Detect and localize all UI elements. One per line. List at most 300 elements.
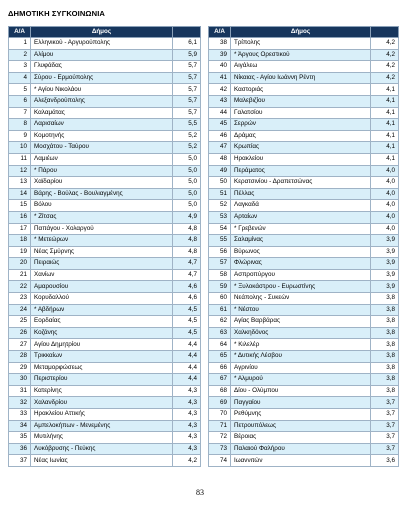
rank-cell: 29 bbox=[9, 362, 31, 374]
municipality-cell: Δίου - Ολύμπου bbox=[231, 385, 371, 397]
table-row bbox=[209, 269, 399, 281]
value-cell: 4,0 bbox=[371, 211, 399, 223]
value-cell: 5,0 bbox=[173, 177, 201, 189]
rank-cell: 74 bbox=[209, 455, 231, 467]
table-row bbox=[9, 374, 201, 386]
value-cell: 3,8 bbox=[371, 351, 399, 363]
value-cell: 5,2 bbox=[173, 142, 201, 154]
municipality-cell: Δράμας bbox=[231, 130, 371, 142]
table-row bbox=[209, 61, 399, 73]
municipality-cell: Αιγάλεω bbox=[231, 61, 371, 73]
ranking-table-right bbox=[208, 26, 399, 467]
rank-cell: 64 bbox=[209, 339, 231, 351]
municipality-cell: Φλώρινας bbox=[231, 258, 371, 270]
rank-cell: 24 bbox=[9, 304, 31, 316]
value-cell: 4,2 bbox=[371, 49, 399, 61]
table-row bbox=[209, 200, 399, 212]
municipality-cell: Γλυφάδας bbox=[31, 61, 173, 73]
rank-cell: 53 bbox=[209, 211, 231, 223]
value-cell: 4,3 bbox=[173, 397, 201, 409]
rank-cell: 54 bbox=[209, 223, 231, 235]
table-row bbox=[9, 246, 201, 258]
table-row bbox=[9, 188, 201, 200]
value-cell: 4,3 bbox=[173, 409, 201, 421]
table-row bbox=[9, 61, 201, 73]
table-row bbox=[209, 432, 399, 444]
municipality-cell: Βόλου bbox=[31, 200, 173, 212]
municipality-cell: Αμαρουσίου bbox=[31, 281, 173, 293]
table-row bbox=[9, 95, 201, 107]
table-row bbox=[9, 72, 201, 84]
rank-cell: 11 bbox=[9, 153, 31, 165]
table-row bbox=[9, 409, 201, 421]
rank-cell: 14 bbox=[9, 188, 31, 200]
table-row bbox=[9, 316, 201, 328]
value-cell: 3,7 bbox=[371, 397, 399, 409]
value-cell: 5,0 bbox=[173, 188, 201, 200]
rank-cell: 46 bbox=[209, 130, 231, 142]
value-cell: 3,9 bbox=[371, 246, 399, 258]
rank-cell: 3 bbox=[9, 61, 31, 73]
municipality-cell: Χαλκηδόνος bbox=[231, 327, 371, 339]
municipality-cell: Σύρου - Ερμούπολης bbox=[31, 72, 173, 84]
municipality-cell: Κοζάνης bbox=[31, 327, 173, 339]
rank-cell: 59 bbox=[209, 281, 231, 293]
municipality-cell: * Δυτικής Λέσβου bbox=[231, 351, 371, 363]
value-cell: 3,8 bbox=[371, 327, 399, 339]
value-cell: 4,0 bbox=[371, 223, 399, 235]
value-cell: 5,7 bbox=[173, 72, 201, 84]
value-cell: 4,1 bbox=[371, 95, 399, 107]
table-row bbox=[209, 142, 399, 154]
municipality-cell: Χανίων bbox=[31, 269, 173, 281]
municipality-cell: Πέλλας bbox=[231, 188, 371, 200]
table-row bbox=[209, 327, 399, 339]
value-cell: 4,8 bbox=[173, 235, 201, 247]
municipality-cell: Νίκαιας - Αγίου Ιωάννη Ρέντη bbox=[231, 72, 371, 84]
rank-cell: 22 bbox=[9, 281, 31, 293]
value-cell: 4,5 bbox=[173, 304, 201, 316]
value-cell: 4,4 bbox=[173, 362, 201, 374]
value-cell: 4,5 bbox=[173, 327, 201, 339]
municipality-cell: Τρίπολης bbox=[231, 38, 371, 50]
table-row bbox=[209, 72, 399, 84]
table-row bbox=[9, 165, 201, 177]
rank-cell: 50 bbox=[209, 177, 231, 189]
municipality-cell: Παλαιού Φαλήρου bbox=[231, 443, 371, 455]
value-cell: 4,6 bbox=[173, 293, 201, 305]
rank-cell: 65 bbox=[209, 351, 231, 363]
value-cell: 5,2 bbox=[173, 130, 201, 142]
table-row bbox=[9, 223, 201, 235]
value-cell: 3,8 bbox=[371, 339, 399, 351]
value-cell: 3,6 bbox=[371, 455, 399, 467]
header-municipality: Δήμος bbox=[31, 27, 173, 38]
table-row bbox=[209, 316, 399, 328]
municipality-cell: * Κιλελέρ bbox=[231, 339, 371, 351]
municipality-cell: Βύρωνος bbox=[231, 246, 371, 258]
value-cell: 4,0 bbox=[371, 200, 399, 212]
value-cell: 5,0 bbox=[173, 153, 201, 165]
table-row bbox=[9, 38, 201, 50]
value-cell: 5,7 bbox=[173, 95, 201, 107]
municipality-cell: Αρταίων bbox=[231, 211, 371, 223]
rank-cell: 68 bbox=[209, 385, 231, 397]
rank-cell: 49 bbox=[209, 165, 231, 177]
table-row bbox=[9, 211, 201, 223]
table-row bbox=[209, 409, 399, 421]
municipality-cell: Γαλατσίου bbox=[231, 107, 371, 119]
rank-cell: 36 bbox=[9, 443, 31, 455]
rank-cell: 6 bbox=[9, 95, 31, 107]
municipality-cell: * Άργους Ορεστικού bbox=[231, 49, 371, 61]
value-cell: 3,8 bbox=[371, 316, 399, 328]
municipality-cell: Αγρινίου bbox=[231, 362, 371, 374]
table-row bbox=[209, 177, 399, 189]
ranking-table-left bbox=[8, 26, 201, 467]
value-cell: 4,7 bbox=[173, 269, 201, 281]
rank-cell: 21 bbox=[9, 269, 31, 281]
value-cell: 4,5 bbox=[173, 316, 201, 328]
value-cell: 5,7 bbox=[173, 84, 201, 96]
municipality-cell: Χαϊδαρίου bbox=[31, 177, 173, 189]
value-cell: 3,7 bbox=[371, 432, 399, 444]
municipality-cell: Βάρης - Βούλας - Βουλιαγμένης bbox=[31, 188, 173, 200]
municipality-cell: Καστοριάς bbox=[231, 84, 371, 96]
value-cell: 4,8 bbox=[173, 223, 201, 235]
municipality-cell: Λυκόβρυσης - Πεύκης bbox=[31, 443, 173, 455]
value-cell: 4,0 bbox=[371, 177, 399, 189]
municipality-cell: Εορδαίας bbox=[31, 316, 173, 328]
value-cell: 4,3 bbox=[173, 432, 201, 444]
table-row bbox=[209, 362, 399, 374]
rank-cell: 17 bbox=[9, 223, 31, 235]
table-row bbox=[209, 293, 399, 305]
table-row bbox=[9, 397, 201, 409]
page-title: ΔΗΜΟΤΙΚΗ ΣΥΓΚΟΙΝΩΝΙΑ bbox=[8, 9, 105, 18]
header-aa: Α/Α bbox=[9, 27, 31, 38]
rank-cell: 58 bbox=[209, 269, 231, 281]
value-cell: 4,0 bbox=[371, 188, 399, 200]
rank-cell: 38 bbox=[209, 38, 231, 50]
municipality-cell: Λαμιέων bbox=[31, 153, 173, 165]
value-cell: 5,0 bbox=[173, 200, 201, 212]
value-cell: 4,9 bbox=[173, 211, 201, 223]
rank-cell: 66 bbox=[209, 362, 231, 374]
municipality-cell: Ελληνικού - Αργυρούπολης bbox=[31, 38, 173, 50]
municipality-cell: * Πάρου bbox=[31, 165, 173, 177]
value-cell: 3,8 bbox=[371, 304, 399, 316]
rank-cell: 25 bbox=[9, 316, 31, 328]
value-cell: 4,1 bbox=[371, 84, 399, 96]
municipality-cell: Σερρών bbox=[231, 119, 371, 131]
value-cell: 4,4 bbox=[173, 351, 201, 363]
rank-cell: 5 bbox=[9, 84, 31, 96]
rank-cell: 67 bbox=[209, 374, 231, 386]
rank-cell: 45 bbox=[209, 119, 231, 131]
table-row bbox=[9, 258, 201, 270]
table-body-right bbox=[209, 38, 399, 467]
table-row bbox=[209, 246, 399, 258]
municipality-cell: Κερατσινίου - Δραπετσώνας bbox=[231, 177, 371, 189]
rank-cell: 56 bbox=[209, 246, 231, 258]
rank-cell: 15 bbox=[9, 200, 31, 212]
municipality-cell: Κομοτηνής bbox=[31, 130, 173, 142]
municipality-cell: Ρεθύμνης bbox=[231, 409, 371, 421]
rank-cell: 23 bbox=[9, 293, 31, 305]
rank-cell: 26 bbox=[9, 327, 31, 339]
municipality-cell: Βέροιας bbox=[231, 432, 371, 444]
municipality-cell: Νέας Σμύρνης bbox=[31, 246, 173, 258]
value-cell: 4,7 bbox=[173, 258, 201, 270]
rank-cell: 72 bbox=[209, 432, 231, 444]
rank-cell: 30 bbox=[9, 374, 31, 386]
municipality-cell: * Ξυλοκάστρου - Ευρωστίνης bbox=[231, 281, 371, 293]
table-row bbox=[9, 304, 201, 316]
table-row bbox=[9, 130, 201, 142]
table-row bbox=[9, 119, 201, 131]
table-row bbox=[209, 38, 399, 50]
page-number: 83 bbox=[196, 488, 204, 497]
table-row bbox=[9, 142, 201, 154]
table-row bbox=[209, 107, 399, 119]
table-row bbox=[9, 432, 201, 444]
municipality-cell: * Γρεβενών bbox=[231, 223, 371, 235]
value-cell: 3,8 bbox=[371, 385, 399, 397]
table-row bbox=[209, 153, 399, 165]
rank-cell: 40 bbox=[209, 61, 231, 73]
table-row bbox=[209, 304, 399, 316]
table-row bbox=[209, 385, 399, 397]
table-row bbox=[209, 455, 399, 467]
value-cell: 4,3 bbox=[173, 385, 201, 397]
value-cell: 4,2 bbox=[173, 455, 201, 467]
table-row bbox=[9, 293, 201, 305]
municipality-cell: Ιωαννιτών bbox=[231, 455, 371, 467]
rank-cell: 1 bbox=[9, 38, 31, 50]
municipality-cell: Καλαμάτας bbox=[31, 107, 173, 119]
value-cell: 5,7 bbox=[173, 61, 201, 73]
table-row bbox=[209, 281, 399, 293]
value-cell: 4,0 bbox=[371, 165, 399, 177]
table-row bbox=[9, 84, 201, 96]
value-cell: 4,4 bbox=[173, 374, 201, 386]
table-row bbox=[9, 327, 201, 339]
table-row bbox=[209, 420, 399, 432]
table-row bbox=[209, 258, 399, 270]
rank-cell: 51 bbox=[209, 188, 231, 200]
value-cell: 4,8 bbox=[173, 246, 201, 258]
municipality-cell: * Μετεώρων bbox=[31, 235, 173, 247]
rank-cell: 43 bbox=[209, 95, 231, 107]
table-row bbox=[9, 49, 201, 61]
municipality-cell: Νεάπολης - Συκεών bbox=[231, 293, 371, 305]
table-row bbox=[209, 119, 399, 131]
header-value bbox=[173, 27, 201, 38]
rank-cell: 39 bbox=[209, 49, 231, 61]
table-body-left bbox=[9, 38, 201, 467]
municipality-cell: Μοσχάτου - Ταύρου bbox=[31, 142, 173, 154]
value-cell: 5,9 bbox=[173, 49, 201, 61]
table-row bbox=[209, 49, 399, 61]
municipality-cell: Ηρακλείου Αττικής bbox=[31, 409, 173, 421]
table-row bbox=[209, 165, 399, 177]
table-row bbox=[209, 130, 399, 142]
table-row bbox=[9, 351, 201, 363]
municipality-cell: * Ζίτσας bbox=[31, 211, 173, 223]
table-row bbox=[9, 107, 201, 119]
rank-cell: 19 bbox=[9, 246, 31, 258]
table-row bbox=[9, 443, 201, 455]
value-cell: 4,6 bbox=[173, 281, 201, 293]
rank-cell: 4 bbox=[9, 72, 31, 84]
table-row bbox=[9, 153, 201, 165]
rank-cell: 71 bbox=[209, 420, 231, 432]
municipality-cell: Κρωπίας bbox=[231, 142, 371, 154]
value-cell: 4,3 bbox=[173, 420, 201, 432]
municipality-cell: * Αλμυρού bbox=[231, 374, 371, 386]
rank-cell: 69 bbox=[209, 397, 231, 409]
rank-cell: 2 bbox=[9, 49, 31, 61]
rank-cell: 12 bbox=[9, 165, 31, 177]
municipality-cell: Αγίου Δημητρίου bbox=[31, 339, 173, 351]
rank-cell: 7 bbox=[9, 107, 31, 119]
value-cell: 5,0 bbox=[173, 165, 201, 177]
value-cell: 3,8 bbox=[371, 293, 399, 305]
rank-cell: 27 bbox=[9, 339, 31, 351]
municipality-cell: Λαρισαίων bbox=[31, 119, 173, 131]
value-cell: 4,2 bbox=[371, 38, 399, 50]
municipality-cell: Αλεξανδρούπολης bbox=[31, 95, 173, 107]
table-row bbox=[9, 455, 201, 467]
value-cell: 3,9 bbox=[371, 269, 399, 281]
rank-cell: 41 bbox=[209, 72, 231, 84]
municipality-cell: Πειραιώς bbox=[31, 258, 173, 270]
table-header-row bbox=[209, 27, 399, 38]
rank-cell: 16 bbox=[9, 211, 31, 223]
table-row bbox=[9, 420, 201, 432]
municipality-cell: Μεταμορφώσεως bbox=[31, 362, 173, 374]
header-value bbox=[371, 27, 399, 38]
municipality-cell: * Αγίου Νικολάου bbox=[31, 84, 173, 96]
rank-cell: 35 bbox=[9, 432, 31, 444]
municipality-cell: Ασπροπύργου bbox=[231, 269, 371, 281]
municipality-cell: Αλίμου bbox=[31, 49, 173, 61]
rank-cell: 37 bbox=[9, 455, 31, 467]
municipality-cell: Ηρακλείου bbox=[231, 153, 371, 165]
rank-cell: 62 bbox=[209, 316, 231, 328]
rank-cell: 8 bbox=[9, 119, 31, 131]
rank-cell: 44 bbox=[209, 107, 231, 119]
table-row bbox=[209, 351, 399, 363]
table-row bbox=[9, 235, 201, 247]
value-cell: 4,1 bbox=[371, 119, 399, 131]
rank-cell: 18 bbox=[9, 235, 31, 247]
municipality-cell: Νέας Ιωνίας bbox=[31, 455, 173, 467]
rank-cell: 52 bbox=[209, 200, 231, 212]
table-row bbox=[9, 339, 201, 351]
value-cell: 4,1 bbox=[371, 142, 399, 154]
table-row bbox=[209, 84, 399, 96]
value-cell: 3,7 bbox=[371, 409, 399, 421]
municipality-cell: Σαλαμίνας bbox=[231, 235, 371, 247]
table-header-row bbox=[9, 27, 201, 38]
municipality-cell: Μυτιλήνης bbox=[31, 432, 173, 444]
municipality-cell: * Νέστου bbox=[231, 304, 371, 316]
municipality-cell: Τρικκαίων bbox=[31, 351, 173, 363]
municipality-cell: Πετρουπόλεως bbox=[231, 420, 371, 432]
value-cell: 4,4 bbox=[173, 339, 201, 351]
value-cell: 3,8 bbox=[371, 362, 399, 374]
municipality-cell: Λαγκαδά bbox=[231, 200, 371, 212]
rank-cell: 70 bbox=[209, 409, 231, 421]
municipality-cell: * Αβδήρων bbox=[31, 304, 173, 316]
table-row bbox=[9, 385, 201, 397]
rank-cell: 9 bbox=[9, 130, 31, 142]
municipality-cell: Μαλεβιζίου bbox=[231, 95, 371, 107]
value-cell: 3,9 bbox=[371, 235, 399, 247]
value-cell: 4,1 bbox=[371, 130, 399, 142]
table-row bbox=[209, 397, 399, 409]
municipality-cell: Κατερίνης bbox=[31, 385, 173, 397]
municipality-cell: Παγγαίου bbox=[231, 397, 371, 409]
table-row bbox=[9, 177, 201, 189]
value-cell: 5,7 bbox=[173, 107, 201, 119]
value-cell: 5,5 bbox=[173, 119, 201, 131]
value-cell: 6,1 bbox=[173, 38, 201, 50]
rank-cell: 47 bbox=[209, 142, 231, 154]
value-cell: 4,1 bbox=[371, 107, 399, 119]
value-cell: 4,2 bbox=[371, 61, 399, 73]
table-row bbox=[9, 200, 201, 212]
header-municipality: Δήμος bbox=[231, 27, 371, 38]
table-row bbox=[209, 339, 399, 351]
rank-cell: 48 bbox=[209, 153, 231, 165]
municipality-cell: Περιστερίου bbox=[31, 374, 173, 386]
rank-cell: 55 bbox=[209, 235, 231, 247]
municipality-cell: Χαλανδρίου bbox=[31, 397, 173, 409]
rank-cell: 20 bbox=[9, 258, 31, 270]
rank-cell: 32 bbox=[9, 397, 31, 409]
rank-cell: 31 bbox=[9, 385, 31, 397]
value-cell: 3,7 bbox=[371, 443, 399, 455]
municipality-cell: Περάματος bbox=[231, 165, 371, 177]
municipality-cell: Κορυδαλλού bbox=[31, 293, 173, 305]
rank-cell: 73 bbox=[209, 443, 231, 455]
rank-cell: 33 bbox=[9, 409, 31, 421]
rank-cell: 34 bbox=[9, 420, 31, 432]
header-aa: Α/Α bbox=[209, 27, 231, 38]
table-row bbox=[9, 269, 201, 281]
table-row bbox=[209, 211, 399, 223]
value-cell: 3,7 bbox=[371, 420, 399, 432]
table-row bbox=[9, 362, 201, 374]
table-row bbox=[209, 223, 399, 235]
value-cell: 4,1 bbox=[371, 153, 399, 165]
table-row bbox=[209, 235, 399, 247]
municipality-cell: Αγίας Βαρβάρας bbox=[231, 316, 371, 328]
rank-cell: 61 bbox=[209, 304, 231, 316]
table-row bbox=[209, 443, 399, 455]
rank-cell: 10 bbox=[9, 142, 31, 154]
value-cell: 3,9 bbox=[371, 281, 399, 293]
rank-cell: 28 bbox=[9, 351, 31, 363]
rank-cell: 42 bbox=[209, 84, 231, 96]
table-row bbox=[209, 95, 399, 107]
rank-cell: 13 bbox=[9, 177, 31, 189]
table-row bbox=[209, 188, 399, 200]
value-cell: 3,9 bbox=[371, 258, 399, 270]
